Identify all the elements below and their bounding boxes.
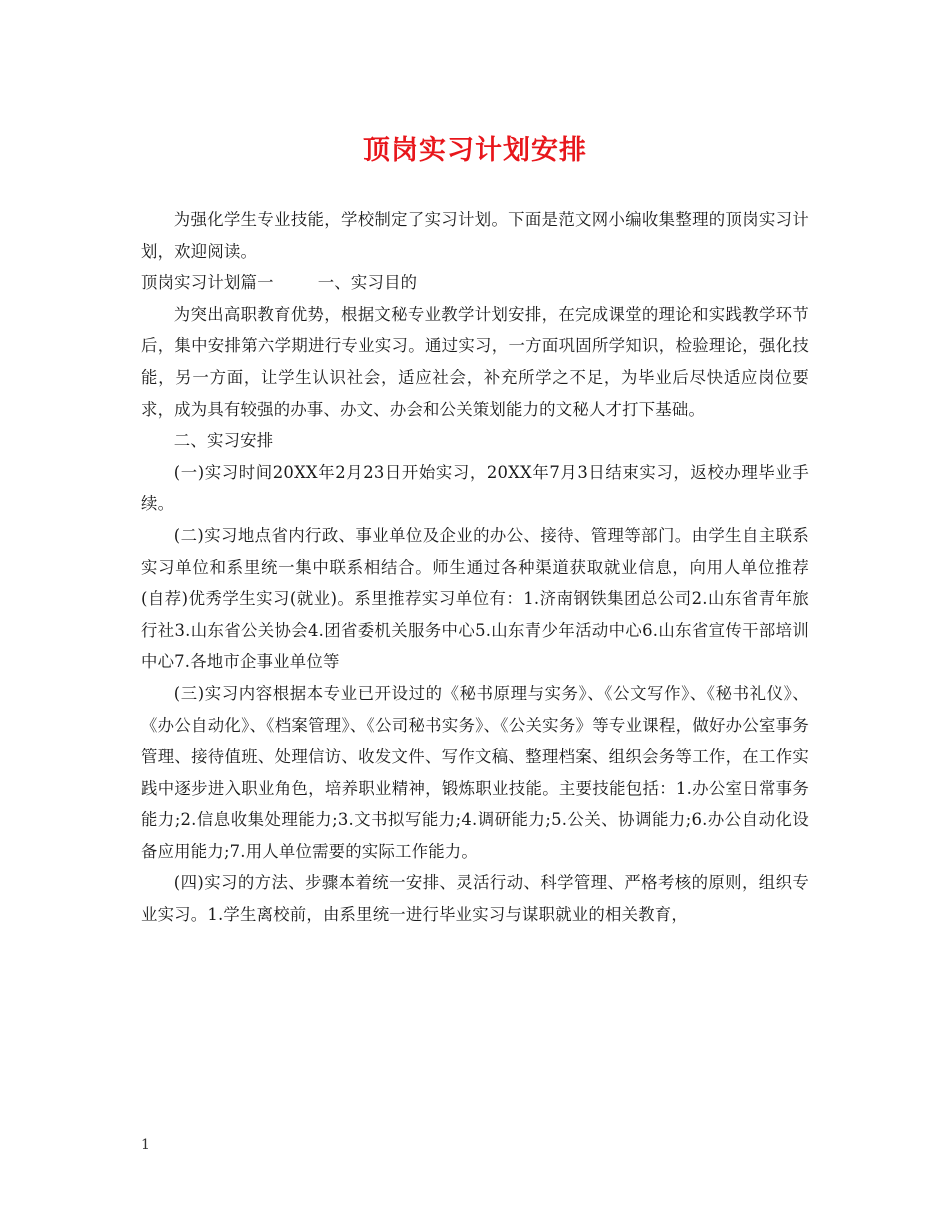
subheading-arrangement: 二、实习安排 <box>173 431 274 451</box>
document-title: 顶岗实习计划安排 <box>363 135 587 166</box>
subheading-purpose: 一、实习目的 <box>317 273 418 293</box>
purpose-paragraph: 为突出高职教育优势，根据文秘专业教学计划安排，在完成课堂的理论和实践教学环节后，集中安排第六学期进行专业实习。通过实习，一方面巩固所学知识，检验理论，强化技能，另一方面，让学生认识社会，适应社会，补充所学之不足，为毕业后尽快适应岗位要求，成为具有较强的办事、办文、办会和公关策划能力的文秘人才打下基础。 <box>141 304 809 419</box>
section-heading: 顶岗实习计划篇一 <box>141 273 274 293</box>
section-heading-line <box>141 267 809 299</box>
method-paragraph: (四)实习的方法、步骤本着统一安排、灵活行动、科学管理、严格考核的原则，组织专业实习。1.学生离校前，由系里统一进行毕业实习与谋职就业的相关教育， <box>141 873 809 925</box>
location-paragraph: (二)实习地点省内行政、事业单位及企业的办公、接待、管理等部门。由学生自主联系实习单位和系里统一集中联系相结合。师生通过各种渠道获取就业信息，向用人单位推荐(自荐)优秀学生实习(就业)。系里推荐实习单位有：1.济南钢铁集团总公司2.山东省青年旅行社3.山东省公关协会4.团省委机关服务中心5.山东青少年活动中心6.山东省宣传干部培训中心7.各地市企事业单位等 <box>141 525 809 672</box>
intro-paragraph: 为强化学生专业技能，学校制定了实习计划。下面是范文网小编收集整理的顶岗实习计划，欢迎阅读。 <box>141 210 809 261</box>
page-number: 1 <box>141 1137 150 1153</box>
document-body <box>141 204 809 931</box>
content-paragraph: (三)实习内容根据本专业已开设过的《秘书原理与实务》、《公文写作》、《秘书礼仪》、《办公自动化》、《档案管理》、《公司秘书实务》、《公关实务》等专业课程，做好办公室事务管理、接待值班、处理信访、收发文件、写作文稿、整理档案、组织会务等工作，在工作实践中逐步进入职业角色，培养职业精神，锻炼职业技能。主要技能包括：1.办公室日常事务能力;2.信息收集处理能力;3.文书拟写能力;4.调研能力;5.公关、协调能力;6.办公自动化设备应用能力;7.用人单位需要的实际工作能力。 <box>141 683 809 861</box>
time-paragraph: (一)实习时间20XX年2月23日开始实习，20XX年7月3日结束实习，返校办理毕业手续。 <box>141 462 809 514</box>
